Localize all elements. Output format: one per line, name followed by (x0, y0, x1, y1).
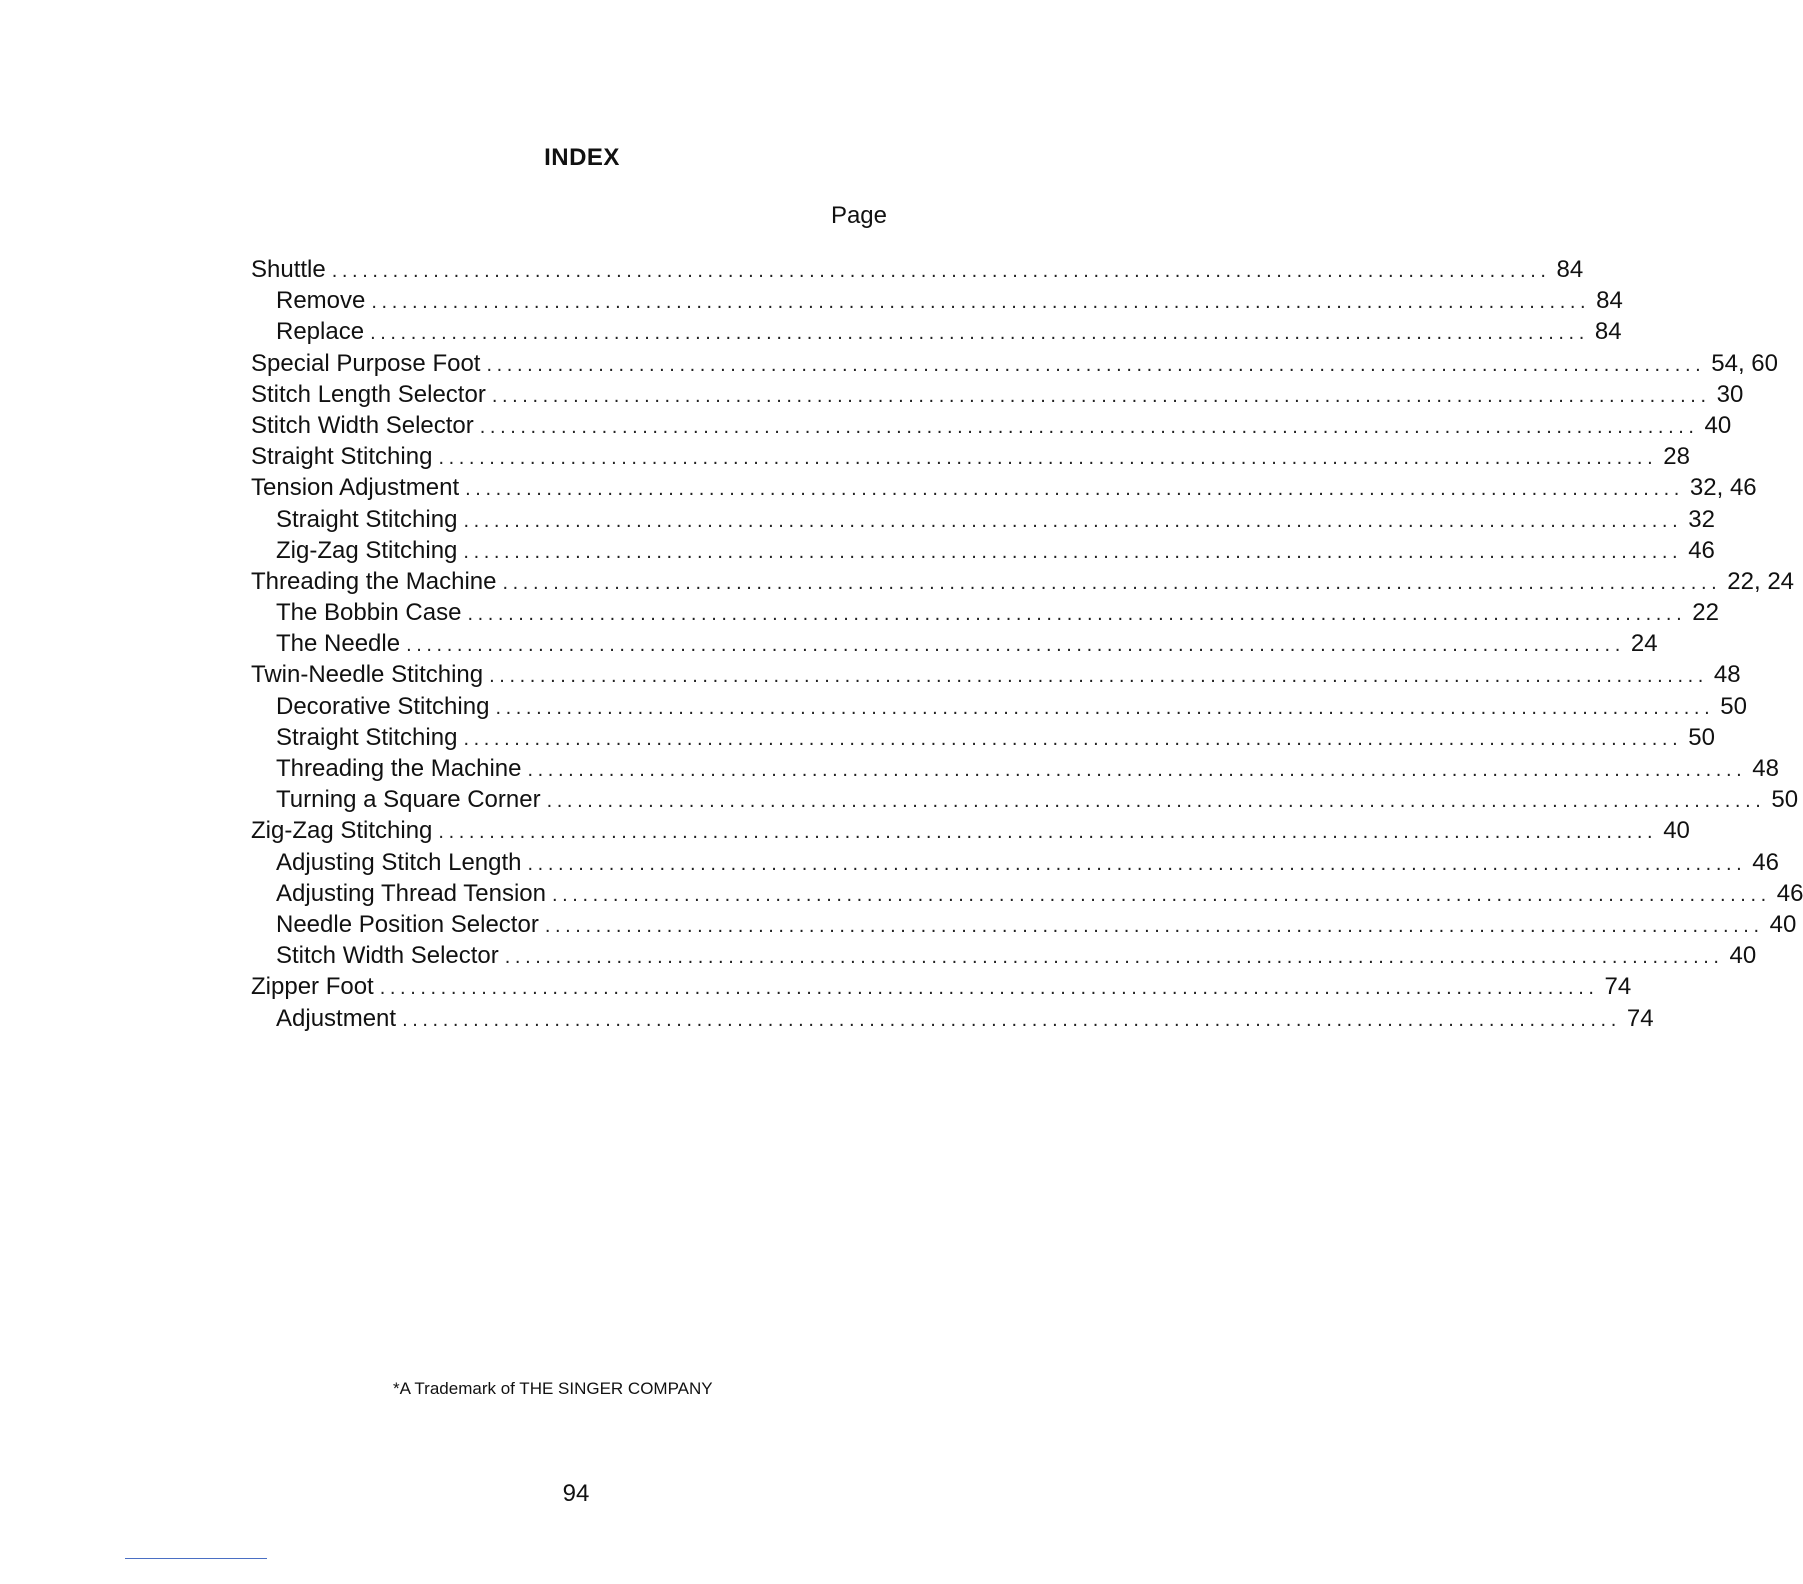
entry-label: Tension Adjustment (251, 474, 460, 502)
entry-page-number: 32 (1688, 505, 1715, 533)
entry-page-number: 30 (1716, 380, 1744, 408)
entry-label: Shuttle (251, 256, 326, 283)
entry-page-number: 50 (1688, 723, 1715, 751)
index-entry (251, 410, 1732, 441)
entry-label: Stitch Width Selector (251, 411, 474, 439)
entry-page-number: 48 (1713, 661, 1741, 689)
index-entry (251, 348, 1778, 379)
entry-label: Adjustment (276, 1004, 397, 1032)
entry-label: The Bobbin Case (276, 599, 462, 627)
index-subentry (251, 909, 1797, 940)
divider-line (125, 1558, 267, 1559)
page-title: INDEX (544, 144, 620, 171)
index-subentry (251, 597, 1719, 628)
entry-label: Adjusting Thread Tension (276, 879, 546, 907)
index-subentry (251, 753, 1779, 784)
index-subentry (251, 878, 1803, 909)
entry-page-number: 40 (1729, 942, 1757, 970)
entry-page-number: 54, 60 (1711, 349, 1778, 377)
index-entry (251, 254, 1584, 285)
entry-label: Zipper Foot (251, 973, 374, 1001)
entry-label: Special Purpose Foot (251, 349, 481, 377)
dot-leader: ........................................................................................................................ (551, 883, 1771, 906)
entry-label: Straight Stitching (276, 505, 458, 533)
entry-page-number: 48 (1752, 755, 1779, 782)
index-subentry (251, 691, 1747, 722)
index-subentry (251, 940, 1757, 971)
entry-label: Straight Stitching (251, 443, 433, 471)
entry-label: Twin-Needle Stitching (251, 661, 484, 689)
dot-leader: ........................................................................................................................ (379, 977, 1599, 1000)
entry-label: Zig-Zag Stitching (276, 536, 458, 564)
index-subentry (251, 535, 1715, 566)
entry-label: Turning a Square Corner (276, 786, 541, 814)
entry-label: Threading the Machine (276, 755, 522, 782)
dot-leader: ........................................................................................................................ (370, 322, 1589, 345)
entry-page-number: 84 (1596, 287, 1623, 315)
trademark-footnote: *A Trademark of THE SINGER COMPANY (393, 1379, 713, 1398)
dot-leader: ........................................................................................................................ (502, 571, 1722, 594)
index-entry (251, 659, 1741, 690)
index-subentry (251, 316, 1622, 347)
dot-leader: ........................................................................................................................ (527, 852, 1747, 875)
index-subentry (251, 1003, 1654, 1034)
index-subentry (251, 285, 1623, 316)
entry-label: The Needle (276, 630, 401, 658)
dot-leader: ........................................................................................................................ (546, 790, 1766, 813)
entry-page-number: 46 (1752, 848, 1779, 876)
entry-page-number: 28 (1663, 443, 1690, 471)
dot-leader: ........................................................................................................................ (489, 665, 1708, 688)
entry-label: Needle Position Selector (276, 910, 539, 938)
entry-label: Zig-Zag Stitching (251, 817, 433, 845)
entry-page-number: 46 (1688, 536, 1715, 564)
entry-page-number: 40 (1663, 817, 1690, 845)
dot-leader: ........................................................................................................................ (544, 914, 1764, 937)
entry-page-number: 50 (1720, 692, 1747, 720)
index-entry (251, 815, 1690, 846)
dot-leader: ........................................................................................................................ (527, 759, 1747, 781)
entry-page-number: 22 (1692, 599, 1719, 627)
index-subentry (251, 847, 1779, 878)
index-entry (251, 472, 1757, 503)
dot-leader: ........................................................................................................................ (463, 727, 1683, 750)
dot-leader: ........................................................................................................................ (486, 353, 1706, 376)
entry-page-number: 74 (1626, 1004, 1654, 1032)
dot-leader: ........................................................................................................................ (463, 540, 1683, 563)
dot-leader: ........................................................................................................................ (438, 447, 1658, 470)
entry-label: Adjusting Stitch Length (276, 848, 522, 876)
index-entry (251, 379, 1744, 410)
dot-leader: ........................................................................................................................ (491, 384, 1711, 407)
index-list (251, 254, 1803, 1034)
entry-page-number: 40 (1769, 910, 1797, 938)
index-entry (251, 441, 1690, 472)
page-column-header: Page (830, 202, 887, 229)
index-entry (251, 566, 1795, 597)
entry-label: Threading the Machine (251, 567, 497, 595)
entry-page-number: 22, 24 (1727, 567, 1795, 595)
index-subentry (251, 504, 1715, 535)
index-subentry (251, 628, 1658, 659)
dot-leader: ........................................................................................................................ (479, 415, 1699, 438)
dot-leader: ........................................................................................................................ (438, 821, 1658, 844)
entry-page-number: 74 (1604, 973, 1632, 1001)
entry-page-number: 46 (1776, 879, 1803, 907)
index-entry (251, 971, 1632, 1002)
dot-leader: ........................................................................................................................ (406, 634, 1625, 657)
entry-page-number: 84 (1556, 256, 1584, 283)
entry-page-number: 84 (1594, 318, 1622, 346)
dot-leader: ........................................................................................................................ (371, 291, 1591, 314)
dot-leader: ........................................................................................................................ (331, 260, 1551, 282)
dot-leader: ........................................................................................................................ (467, 603, 1687, 626)
dot-leader: ........................................................................................................................ (465, 478, 1684, 501)
entry-label: Replace (276, 318, 365, 346)
index-subentry (251, 722, 1715, 753)
dot-leader: ........................................................................................................................ (495, 696, 1715, 719)
dot-leader: ........................................................................................................................ (402, 1008, 1621, 1031)
index-subentry (251, 784, 1799, 815)
page-number: 94 (562, 1480, 590, 1507)
entry-page-number: 32, 46 (1689, 474, 1757, 502)
entry-page-number: 40 (1704, 411, 1732, 439)
entry-label: Decorative Stitching (276, 692, 490, 720)
dot-leader: ........................................................................................................................ (504, 946, 1724, 969)
entry-label: Stitch Width Selector (276, 942, 499, 970)
entry-page-number: 50 (1771, 786, 1799, 814)
entry-label: Stitch Length Selector (251, 380, 486, 408)
dot-leader: ........................................................................................................................ (463, 509, 1683, 532)
entry-page-number: 24 (1630, 630, 1658, 658)
entry-label: Straight Stitching (276, 723, 458, 751)
entry-label: Remove (276, 287, 366, 315)
